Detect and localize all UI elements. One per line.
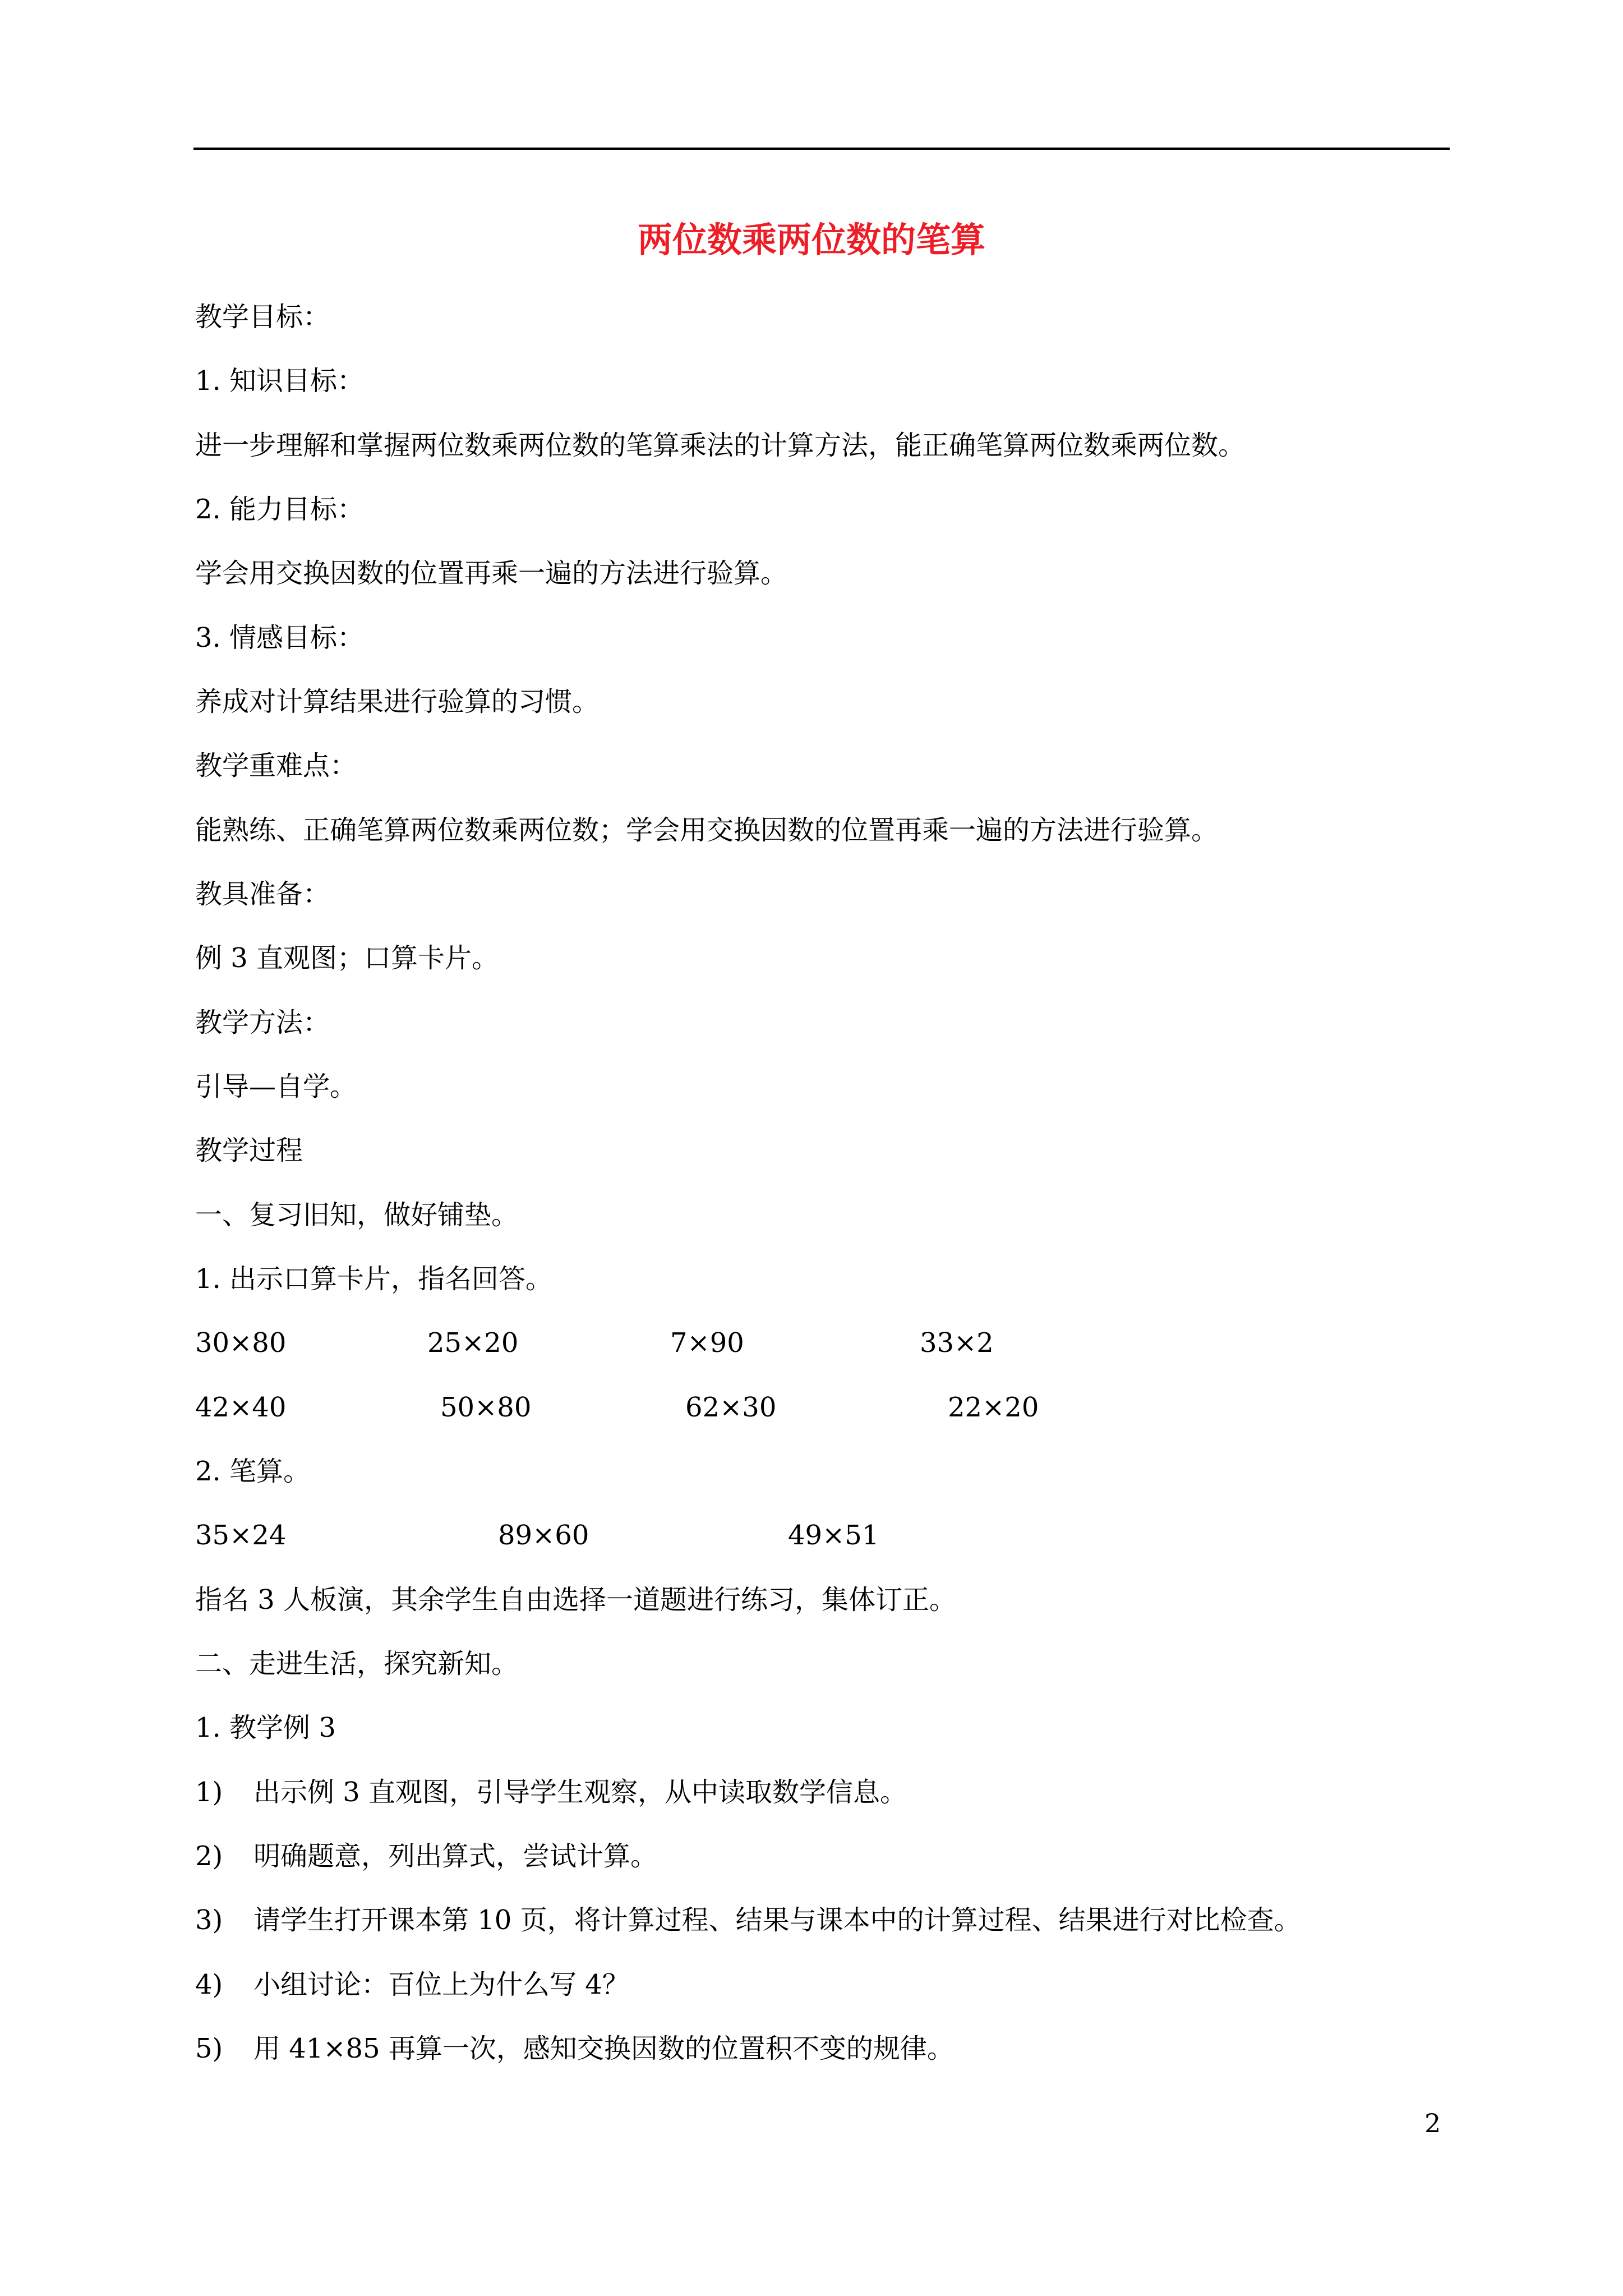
objective-1-text: 进一步理解和掌握两位数乘两位数的笔算乘法的计算方法，能正确笔算两位数乘两位数。 bbox=[195, 430, 1246, 461]
objective-3-heading: 3. 情感目标： bbox=[195, 622, 365, 654]
written-problem: 49×51 bbox=[788, 1520, 879, 1551]
objectives-heading: 教学目标： bbox=[195, 301, 330, 333]
section-1-heading: 一、复习旧知，做好铺垫。 bbox=[195, 1199, 519, 1231]
step-text: 小组讨论：百位上为什么写 4？ bbox=[253, 1969, 629, 2000]
oral-problem: 42×40 bbox=[195, 1392, 287, 1423]
step-number: 2) bbox=[195, 1841, 223, 1872]
section-1-item-1: 1. 出示口算卡片，指名回答。 bbox=[195, 1263, 553, 1295]
oral-problem: 7×90 bbox=[670, 1327, 744, 1359]
oral-problem: 22×20 bbox=[948, 1392, 1039, 1423]
objective-2-heading: 2. 能力目标： bbox=[195, 494, 365, 525]
tools-heading: 教具准备： bbox=[195, 878, 330, 910]
methods-text: 引导—自学。 bbox=[195, 1071, 357, 1102]
step-number: 4) bbox=[195, 1969, 223, 2000]
written-problem: 35×24 bbox=[195, 1520, 287, 1551]
step-text: 明确题意，列出算式，尝试计算。 bbox=[253, 1841, 658, 1872]
step-number: 5) bbox=[195, 2033, 223, 2064]
step-text: 请学生打开课本第 10 页，将计算过程、结果与课本中的计算过程、结果进行对比检查。 bbox=[253, 1904, 1301, 1936]
methods-heading: 教学方法： bbox=[195, 1007, 330, 1038]
step-number: 3) bbox=[195, 1904, 223, 1936]
process-heading: 教学过程 bbox=[195, 1135, 303, 1166]
page-title: 两位数乘两位数的笔算 bbox=[637, 219, 985, 260]
oral-problem: 33×2 bbox=[920, 1327, 994, 1359]
step-number: 1) bbox=[195, 1777, 223, 1808]
objective-2-text: 学会用交换因数的位置再乘一遍的方法进行验算。 bbox=[195, 558, 788, 589]
oral-problem: 50×80 bbox=[440, 1392, 532, 1423]
step-text: 用 41×85 再算一次，感知交换因数的位置积不变的规律。 bbox=[253, 2033, 954, 2064]
step-text: 出示例 3 直观图，引导学生观察，从中读取数学信息。 bbox=[253, 1777, 907, 1808]
section-2-heading: 二、走进生活，探究新知。 bbox=[195, 1648, 519, 1680]
tools-text: 例 3 直观图；口算卡片。 bbox=[195, 942, 499, 974]
objective-3-text: 养成对计算结果进行验算的习惯。 bbox=[195, 686, 600, 717]
section-1-item-2: 2. 笔算。 bbox=[195, 1456, 311, 1487]
key-points-text: 能熟练、正确笔算两位数乘两位数；学会用交换因数的位置再乘一遍的方法进行验算。 bbox=[195, 815, 1219, 846]
oral-problem: 62×30 bbox=[685, 1392, 777, 1423]
written-problem: 89×60 bbox=[498, 1520, 589, 1551]
section-2-item-1: 1. 教学例 3 bbox=[195, 1712, 336, 1743]
section-1-note: 指名 3 人板演，其余学生自由选择一道题进行练习，集体订正。 bbox=[195, 1584, 957, 1616]
page-number: 2 bbox=[1424, 2108, 1441, 2138]
key-points-heading: 教学重难点： bbox=[195, 750, 357, 781]
oral-problem: 25×20 bbox=[427, 1327, 519, 1359]
header-rule bbox=[193, 148, 1450, 150]
oral-problem: 30×80 bbox=[195, 1327, 287, 1359]
objective-1-heading: 1. 知识目标： bbox=[195, 365, 365, 397]
